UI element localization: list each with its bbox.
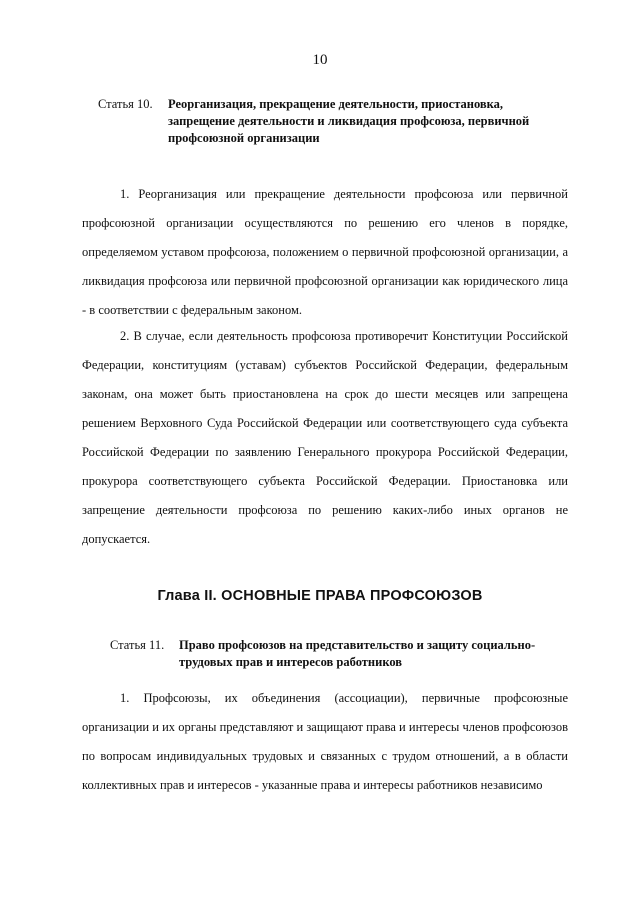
article-10-heading: [98, 96, 568, 147]
article-10-paragraph-2: 2. В случае, если деятельность профсоюза противоречит Конституции Российской Федерации, конституциям (уставам) субъектов Российской Федерации, федеральным законам, она может быть приостановлена на срок до шести месяцев или запрещена решением Верховного Суда Российской Федерации или соответствующего суда субъекта Российской Федерации по заявлению Генерального прокурора Российской Федерации, прокурора соответствующего субъекта Российской Федерации. Приостановка или запрещение деятельности профсоюза по решению каких-либо иных органов не допускается.: [82, 329, 568, 546]
article-11-heading: [110, 637, 540, 671]
article-11-title: Право профсоюзов на представительство и защиту социально-трудовых прав и интересов работников: [179, 638, 536, 669]
article-10-title: Реорганизация, прекращение деятельности, приостановка, запрещение деятельности и ликвидация профсоюза, первичной профсоюзной организации: [168, 97, 530, 145]
article-11-label: Статья 11.: [110, 638, 165, 652]
chapter-heading: Глава II. ОСНОВНЫЕ ПРАВА ПРОФСОЮЗОВ: [157, 588, 483, 604]
article-10-label: Статья 10.: [98, 97, 153, 111]
page-number: 10: [312, 52, 328, 68]
article-11-paragraph-1: 1. Профсоюзы, их объединения (ассоциации), первичные профсоюзные организации и их органы представляют и защищают права и интересы членов профсоюзов по вопросам индивидуальных трудовых и связанных с трудом отношений, а в области коллективных прав и интересов - указанные права и интересы работников независимо: [82, 691, 568, 792]
article-10-paragraph-1: 1. Реорганизация или прекращение деятельности профсоюза или первичной профсоюзной организации осуществляются по решению его членов в порядке, определяемом уставом профсоюза, положением о первичной профсоюзной организации, а ликвидация профсоюза или первичной профсоюзной организации как юридического лица - в соответствии с федеральным законом.: [82, 187, 568, 317]
